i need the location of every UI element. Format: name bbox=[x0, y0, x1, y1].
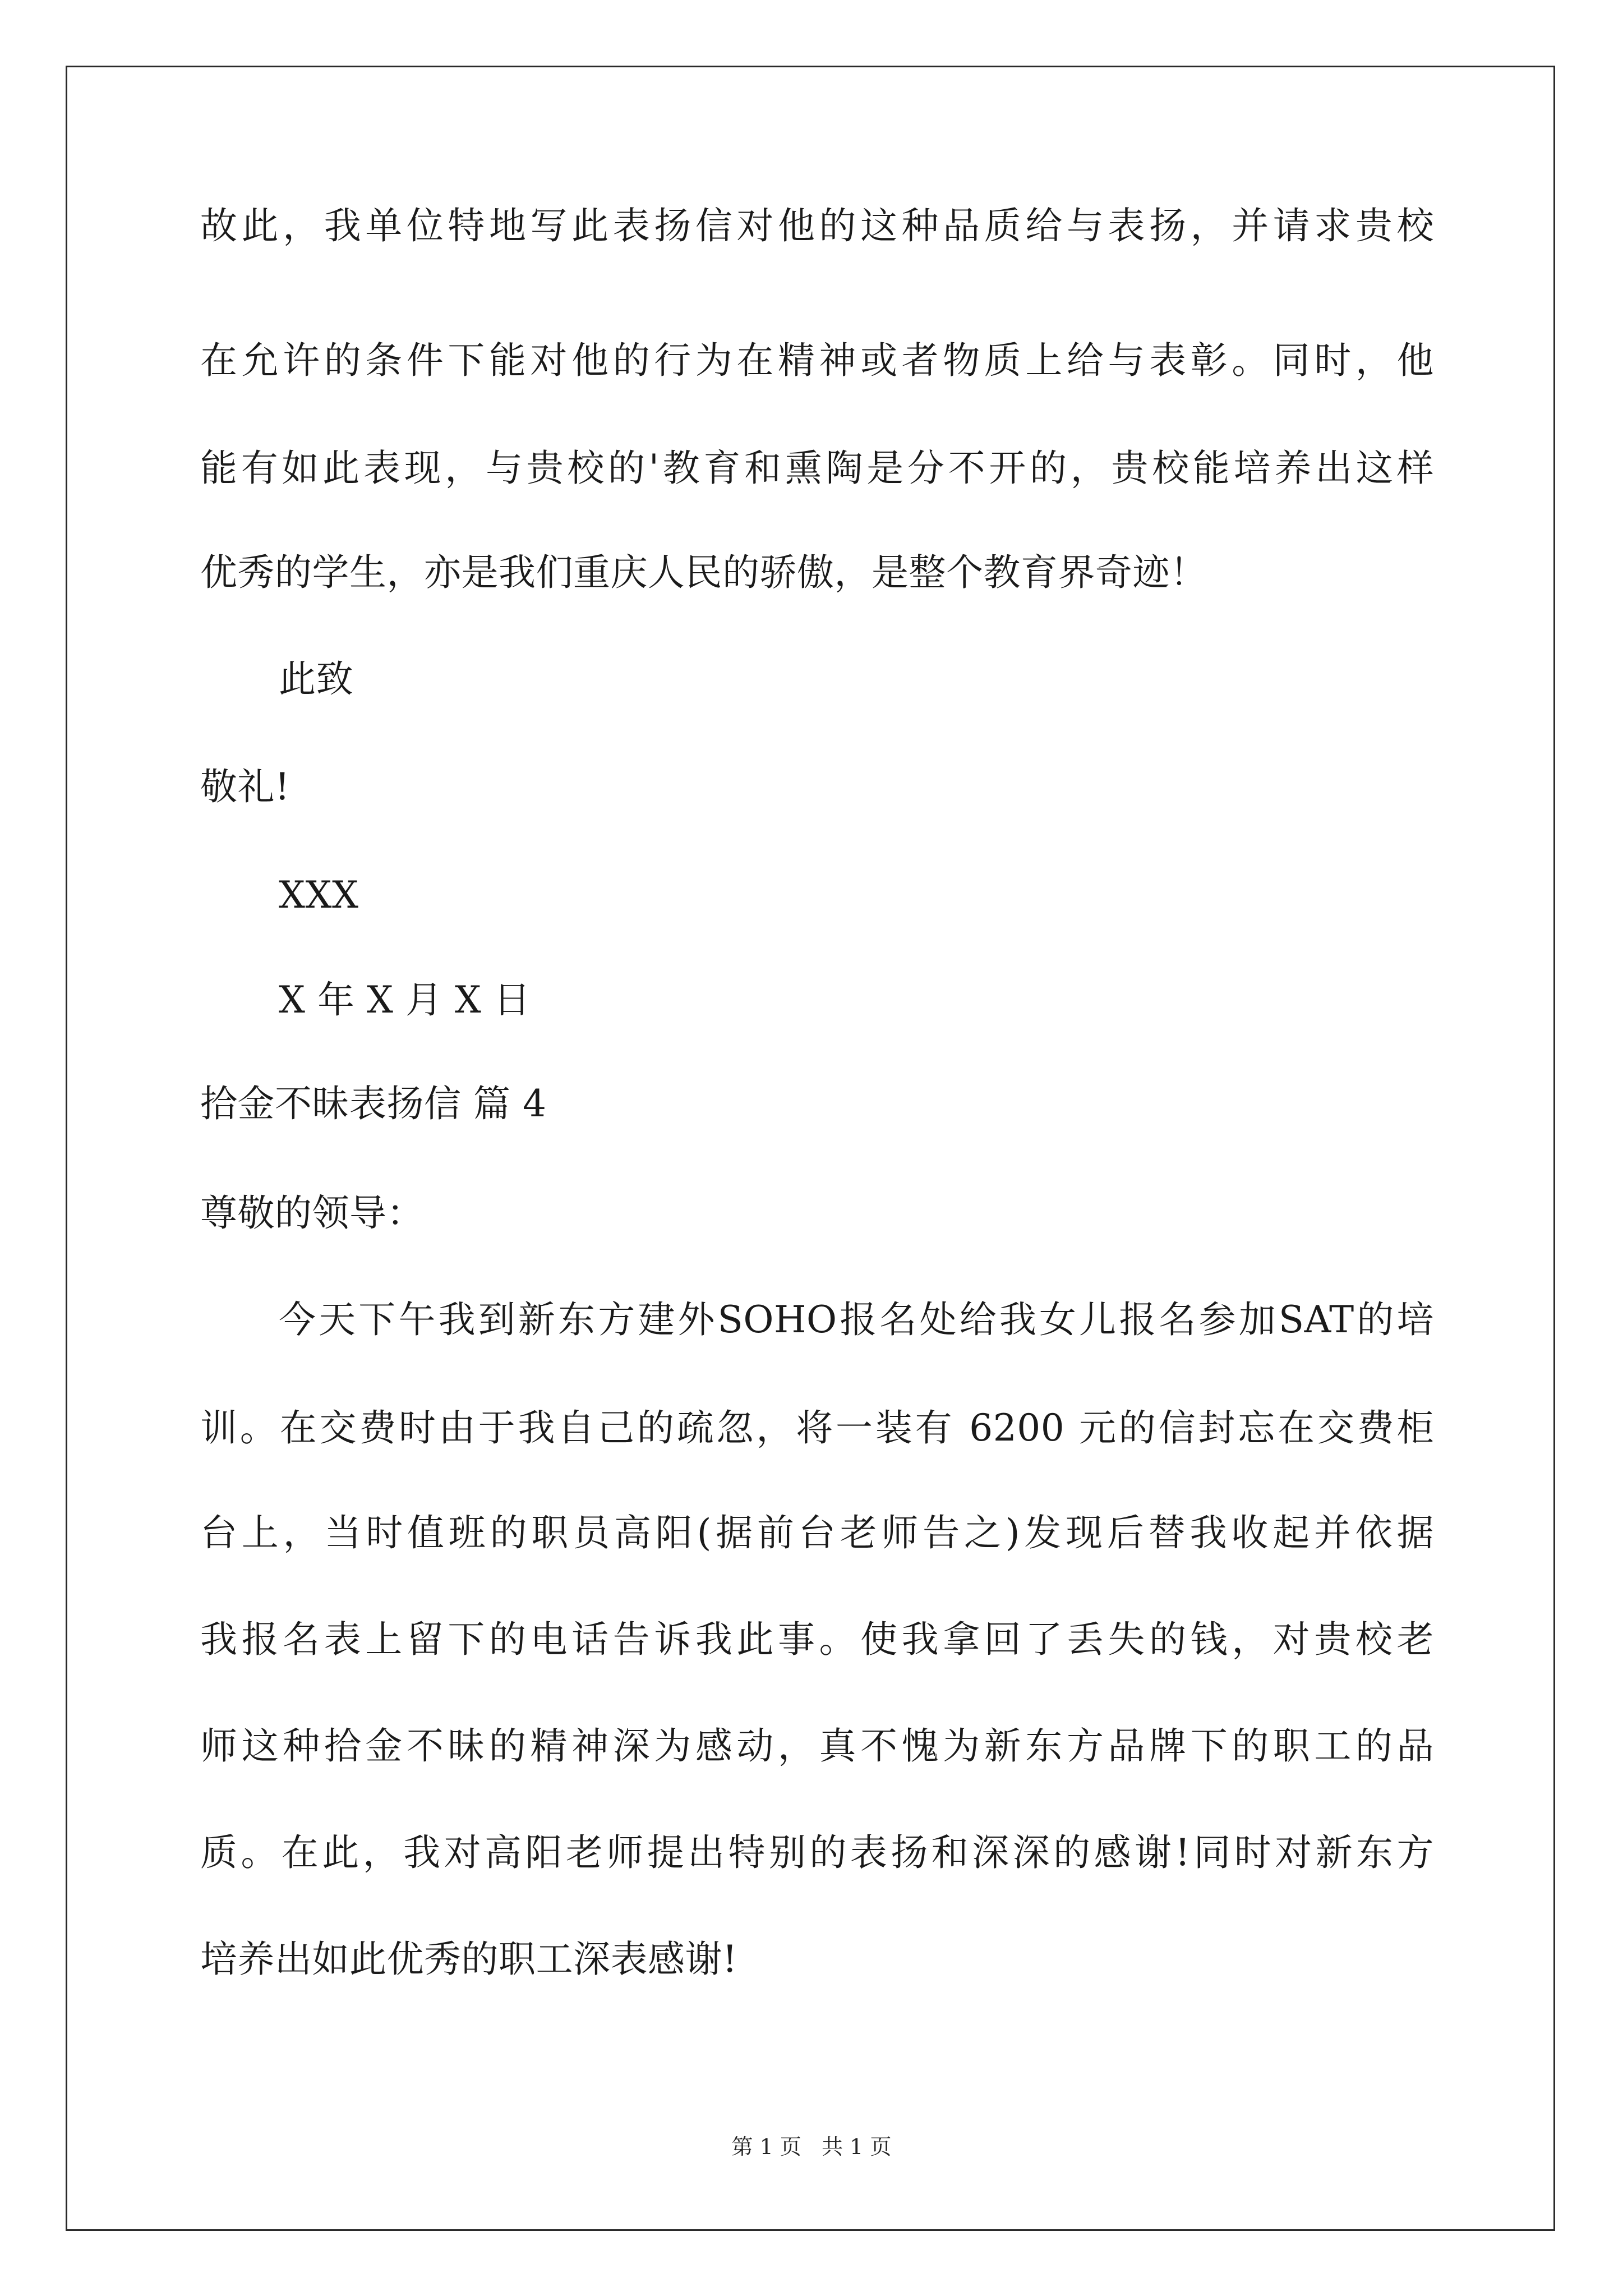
text-line: 训。在交费时由于我自己的疏忽，将一装有 6200 元的信封忘在交费柜 bbox=[200, 1406, 1434, 1450]
closing-regards: 敬礼! bbox=[200, 765, 291, 808]
text-line: 我报名表上留下的电话告诉我此事。使我拿回了丢失的钱，对贵校老 bbox=[200, 1618, 1434, 1661]
text-line: 今天下午我到新东方建外SOHO报名处给我女儿报名参加SAT的培 bbox=[279, 1298, 1434, 1341]
text-line: 质。在此，我对高阳老师提出特别的表扬和深深的感谢!同时对新东方 bbox=[200, 1831, 1434, 1874]
text-line: 培养出如此优秀的职工深表感谢! bbox=[200, 1938, 738, 1981]
closing-salutation: 此致 bbox=[279, 657, 353, 701]
text-line: 优秀的学生，亦是我们重庆人民的骄傲，是整个教育界奇迹！ bbox=[200, 551, 1207, 594]
text-line: 能有如此表现，与贵校的'教育和熏陶是分不开的，贵校能培养出这样 bbox=[200, 447, 1434, 490]
greeting: 尊敬的领导： bbox=[200, 1191, 424, 1235]
text-line: 师这种拾金不昧的精神深为感动，真不愧为新东方品牌下的职工的品 bbox=[200, 1724, 1434, 1768]
signature: XXX bbox=[279, 873, 359, 917]
text-line: 在允许的条件下能对他的行为在精神或者物质上给与表彰。同时，他 bbox=[200, 339, 1434, 382]
section-heading: 拾金不昧表扬信 篇 4 bbox=[200, 1082, 547, 1125]
date-line: X 年 X 月 X 日 bbox=[279, 978, 531, 1022]
text-line: 台上，当时值班的职员高阳(据前台老师告之)发现后替我收起并依据 bbox=[200, 1511, 1434, 1554]
text-line: 故此，我单位特地写此表扬信对他的这种品质给与表扬，并请求贵校 bbox=[200, 204, 1434, 247]
page-border bbox=[66, 66, 1555, 2231]
page-footer: 第 1 页 共 1 页 bbox=[731, 2134, 892, 2159]
